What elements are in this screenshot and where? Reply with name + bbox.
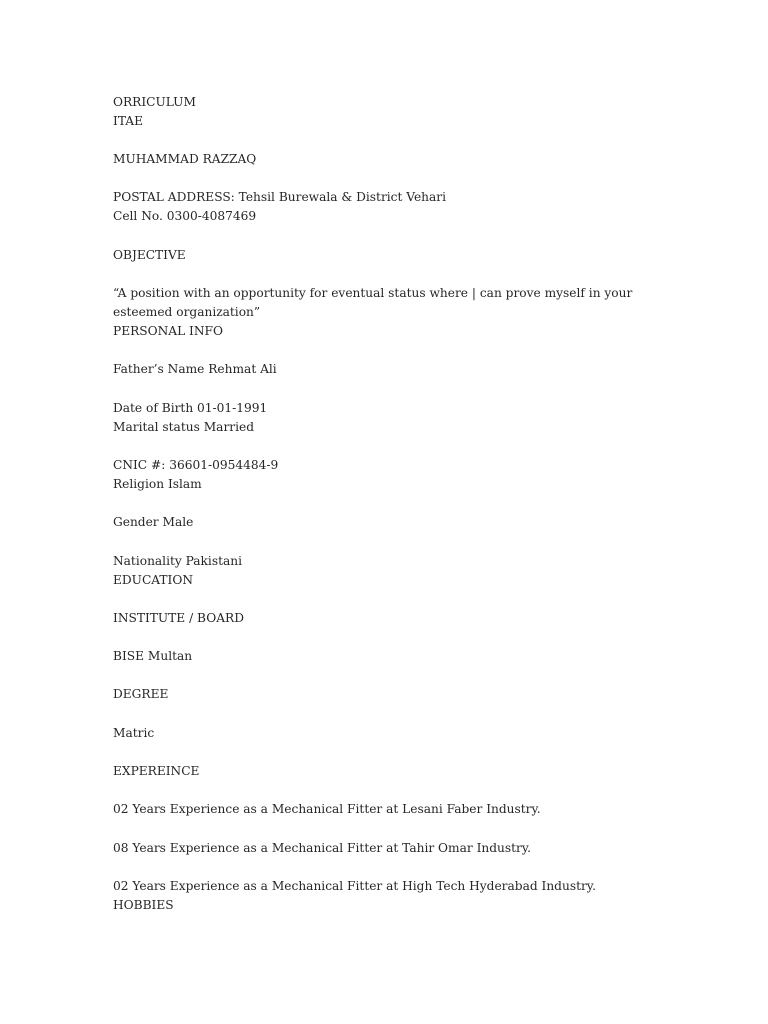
- cv-title-line-1: ORRICULUM: [113, 95, 196, 109]
- experience-item-1: 02 Years Experience as a Mechanical Fitter at Lesani Faber Industry.: [113, 802, 541, 816]
- objective-text-line-1: “A position with an opportunity for eventual status where | can prove myself in your: [113, 286, 633, 300]
- objective-text-line-2: esteemed organization”: [113, 305, 261, 319]
- degree-label: DEGREE: [113, 687, 169, 701]
- nationality: Nationality Pakistani: [113, 554, 242, 568]
- personal-info-heading: PERSONAL INFO: [113, 324, 223, 338]
- degree-value: Matric: [113, 726, 155, 740]
- experience-heading: EXPEREINCE: [113, 764, 200, 778]
- applicant-name: MUHAMMAD RAZZAQ: [113, 152, 257, 166]
- gender: Gender Male: [113, 515, 194, 529]
- fathers-name: Father’s Name Rehmat Ali: [113, 362, 277, 376]
- cnic-number: CNIC #: 36601-0954484-9: [113, 458, 279, 472]
- institute-board-label: INSTITUTE / BOARD: [113, 611, 244, 625]
- hobbies-heading: HOBBIES: [113, 898, 174, 912]
- cell-number: Cell No. 0300-4087469: [113, 209, 257, 223]
- marital-status: Marital status Married: [113, 420, 255, 434]
- experience-item-3: 02 Years Experience as a Mechanical Fitter at High Tech Hyderabad Industry.: [113, 879, 596, 893]
- institute-board-value: BISE Multan: [113, 649, 193, 663]
- cv-title-line-2: ITAE: [113, 114, 143, 128]
- postal-address: POSTAL ADDRESS: Tehsil Burewala & District Vehari: [113, 190, 446, 204]
- experience-item-2: 08 Years Experience as a Mechanical Fitter at Tahir Omar Industry.: [113, 841, 532, 855]
- date-of-birth: Date of Birth 01-01-1991: [113, 401, 268, 415]
- education-heading: EDUCATION: [113, 573, 193, 587]
- objective-heading: OBJECTIVE: [113, 248, 186, 262]
- religion: Religion Islam: [113, 477, 202, 491]
